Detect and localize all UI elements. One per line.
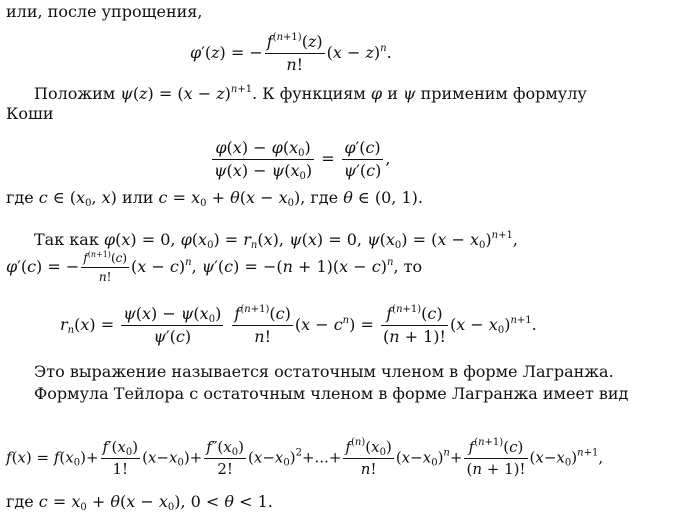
text-tak-kak: Так как φ(x) = 0, $\varphi(x_0) = r_n(x)$, ψ(x) = 0, $\psi(x_0) = (x - x_0)^{n+1}$, [34, 230, 518, 251]
text-eto-vyrazhenie: Это выражение называется остаточным членом в форме Лагранжа. [34, 362, 614, 381]
text-phi-psi-prime: φ′(c) = − $\frac{f^{(n+1)}(c)}{n!}$ $(x - c)^n$, $\psi'(c) = -(n + 1)(x - c)^n$, то [6, 250, 423, 284]
equation-rn: $r_n(x)$ = $\frac{\psi(x) - \psi(x_0)}{\psi'(c)}$ $\frac{f^{(n+1)}(c)}{n!}$ $(x - c^n)$ = $\frac{f^{(n+1)}(c)}{(n + 1)!}$ $(x - x_0)^{n+1}$. [60, 304, 537, 346]
text-gde-c-last: где $c = x_0 + \theta(x - x_0)$, 0 < θ < 1. [6, 492, 273, 513]
equation-phi-prime: φ′(z) = − $\frac{f^{(n+1)}(z)}{n!}$ $(x - z)^n$. [190, 32, 392, 74]
text-formula-teylora: Формула Тейлора с остаточным членом в форме Лагранжа имеет вид [34, 384, 629, 403]
text-koshi: Коши [6, 104, 54, 123]
text-gde-c: где c ∈ ($x_0$, x) или $c = x_0 + \theta(x - x_0)$, где θ ∈ (0, 1). [6, 188, 423, 209]
text-line-1: или, после упрощения, [6, 2, 203, 21]
equation-taylor: $f(x) = f(x_0)+$ $\frac{f'(x_0)}{1!}$ $(x-x_0)+$ $\frac{f''(x_0)}{2!}$ $(x-x_0)^2+...+$ $\frac{f^{(n)}(x_0)}{n!}$ $(x-x_0)^n+$ $\frac{f^{(n+1)}(c)}{(n + 1)!}$ $(x-x_0)^{n+1}$, [6, 437, 604, 478]
text-polozhim: Положим $\psi(z) = (x - z)^{n+1}$. К функциям φ и ψ применим формулу [34, 84, 587, 103]
equation-cauchy: $\frac{\varphi(x) - \varphi(x_0)}{\psi(x) - \psi(x_0)}$ = $\frac{\varphi'(c)}{\psi'(c)}$ , [214, 138, 391, 182]
